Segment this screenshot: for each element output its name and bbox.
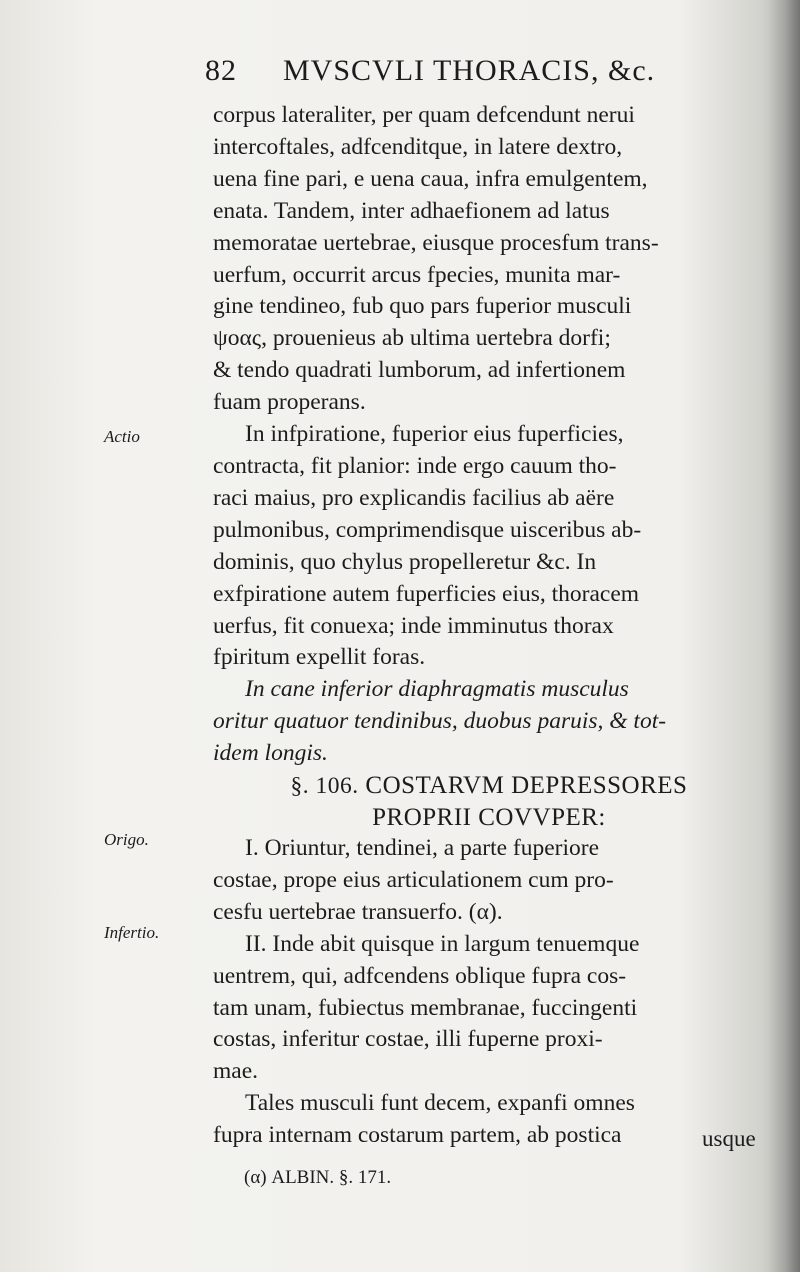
page-number: 82 [205, 54, 237, 87]
text-line: exfpiratione autem fuperficies eius, thoracem [213, 580, 640, 607]
section-heading [213, 770, 765, 802]
body-text [213, 100, 765, 1152]
text-line: In cane inferior diaphragmatis musculus [245, 676, 629, 703]
section-number: §. 106. [290, 773, 359, 800]
section-title-line2: PROPRII COVVPER: [372, 804, 606, 832]
text-line: uena fine pari, e uena caua, infra emulgentem, [213, 165, 648, 192]
page-header [205, 54, 765, 94]
footnote: (α) ALBIN. §. 171. [244, 1167, 392, 1188]
text-line: idem longis. [213, 740, 328, 767]
text-line: uerfus, fit conuexa; inde imminutus thorax [213, 612, 614, 639]
text-line: mae. [213, 1058, 259, 1085]
page-edge-shadow [762, 0, 800, 1272]
margin-note-origo: Origo. [104, 830, 149, 849]
text-line: fpiritum expellit foras. [213, 644, 426, 671]
text-line: raci maius, pro explicandis facilius ab aëre [213, 484, 615, 511]
text-line: dominis, quo chylus propelleretur &c. In [213, 548, 597, 575]
text-line: ψοας, prouenieus ab ultima uertebra dorfi; [213, 325, 611, 352]
text-line: gine tendineo, fub quo pars fuperior musculi [213, 293, 632, 320]
margin-note-insertio: Infertio. [104, 923, 160, 942]
text-line: corpus lateraliter, per quam defcendunt nerui [213, 102, 635, 128]
text-line: fuam properans. [213, 389, 366, 416]
text-line: & tendo quadrati lumborum, ad infertionem [213, 357, 626, 384]
text-line: cesfu uertebrae transuerfo. (α). [213, 898, 503, 925]
text-line: Tales musculi funt decem, expanfi omnes [245, 1090, 635, 1117]
section-title-line1: COSTARVM DEPRESSORES [365, 772, 688, 800]
text-line: memoratae uertebrae, eiusque procesfum trans- [213, 229, 659, 256]
running-title: MVSCVLI THORACIS, &c. [283, 54, 656, 87]
text-line: pulmonibus, comprimendisque uisceribus ab- [213, 516, 642, 543]
text-line: uerfum, occurrit arcus fpecies, munita mar- [213, 261, 621, 288]
text-line: oritur quatuor tendinibus, duobus paruis, & tot- [213, 708, 667, 735]
text-line: intercoftales, adfcenditque, in latere dextro, [213, 133, 623, 160]
text-line: uentrem, qui, adfcendens oblique fupra cos- [213, 962, 627, 989]
text-line: In infpiratione, fuperior eius fuperficies, [245, 421, 624, 448]
text-line: II. Inde abit quisque in largum tenuemque [245, 930, 640, 957]
text-line: tam unam, fubiectus membranae, fuccingenti [213, 994, 638, 1021]
text-line: I. Oriuntur, tendinei, a parte fuperiore [245, 835, 600, 862]
catchword: usque [702, 1126, 756, 1151]
text-line: fupra internam costarum partem, ab postica [213, 1122, 622, 1149]
text-line: costae, prope eius articulationem cum pro- [213, 866, 614, 893]
margin-note-actio: Actio [104, 427, 140, 446]
text-line: contracta, fit planior: inde ergo cauum tho- [213, 452, 617, 479]
text-line: enata. Tandem, inter adhaefionem ad latus [213, 197, 610, 224]
text-line: costas, inferitur costae, illi fuperne proxi- [213, 1026, 603, 1053]
